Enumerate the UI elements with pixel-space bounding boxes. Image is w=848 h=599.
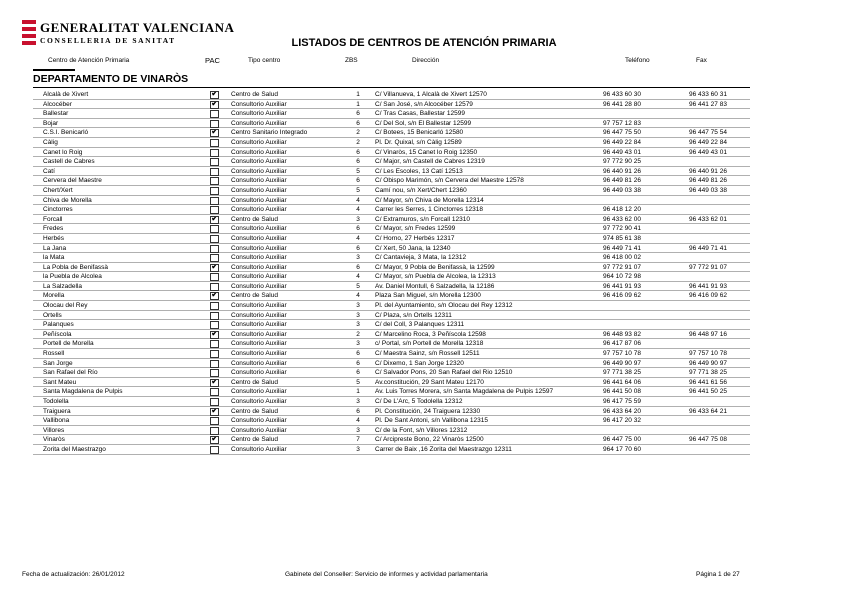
center-name: Ortells xyxy=(43,311,62,319)
table-row xyxy=(33,282,750,292)
center-address: C/ Horno, 27 Herbés 12317 xyxy=(375,234,455,242)
center-address: Pl. Dr. Quixal, s/n Càlig 12589 xyxy=(375,138,462,146)
center-zbs: 4 xyxy=(356,196,360,204)
pac-checkbox xyxy=(210,340,219,348)
center-phone: 96 441 50 08 xyxy=(603,388,641,396)
center-type: Centro Sanitario Integrado xyxy=(231,129,308,137)
pac-checkbox xyxy=(210,197,219,205)
table-row xyxy=(33,311,750,321)
center-type: Consultorio Auxiliar xyxy=(231,273,287,281)
center-phone: 96 418 00 02 xyxy=(603,254,641,262)
pac-checkbox xyxy=(210,149,219,157)
center-name: Vinaròs xyxy=(43,436,65,444)
table-row xyxy=(33,378,750,388)
center-name: Alcalà de Xivert xyxy=(43,91,89,98)
pac-checkbox xyxy=(210,273,219,281)
center-zbs: 6 xyxy=(356,177,360,185)
center-phone: 96 433 62 00 xyxy=(603,215,641,223)
center-phone: 96 417 75 59 xyxy=(603,398,641,405)
table-row xyxy=(33,368,750,378)
center-address: Pl. Constitución, 24 Traiguera 12330 xyxy=(375,407,481,415)
center-address: C/ Maestra Sainz, s/n Rossell 12511 xyxy=(375,350,480,358)
center-zbs: 1 xyxy=(356,100,360,108)
center-phone: 96 449 81 26 xyxy=(603,177,641,185)
table-row xyxy=(33,330,750,340)
center-zbs: 7 xyxy=(356,436,360,444)
center-phone: 96 447 75 00 xyxy=(603,436,641,444)
center-zbs: 6 xyxy=(356,158,360,166)
center-phone: 96 441 64 06 xyxy=(603,378,641,386)
center-address: c/ Portal, s/n Portell de Morella 12318 xyxy=(375,340,484,348)
center-name: San Rafael del Río xyxy=(43,369,98,377)
center-address: C/ Dixemo, 1 San Jorge 12320 xyxy=(375,359,464,367)
center-address: C/ Xert, 50 Jana, la 12340 xyxy=(375,244,451,252)
center-name: Alcocéber xyxy=(43,100,72,108)
page-title: LISTADOS DE CENTROS DE ATENCIÓN PRIMARIA xyxy=(291,37,557,49)
logo-line-2: CONSELLERIA DE SANITAT xyxy=(40,36,176,45)
center-address: Pl. De Sant Antoni, s/n Vallibona 12315 xyxy=(375,417,488,425)
center-phone: 96 440 91 26 xyxy=(603,167,641,175)
center-name: Catí xyxy=(43,167,55,175)
table-row xyxy=(33,138,750,148)
col-header-telefono: Teléfono xyxy=(625,57,650,64)
center-address: C/ Arcipreste Bono, 22 Vinaròs 12500 xyxy=(375,436,484,444)
table-row xyxy=(33,291,750,301)
center-zbs: 1 xyxy=(356,388,360,396)
col-header-direccion: Dirección xyxy=(412,57,440,64)
pac-checkbox xyxy=(210,360,219,368)
center-fax: 96 441 50 25 xyxy=(689,388,727,396)
center-zbs: 3 xyxy=(356,445,360,453)
center-name: Chiva de Morella xyxy=(43,196,92,204)
pac-checkbox-checked xyxy=(210,436,219,444)
table-row xyxy=(33,407,750,417)
table-row xyxy=(33,387,750,397)
center-type: Consultorio Auxiliar xyxy=(231,340,287,348)
center-address: C/ Mayor, 9 Pobla de Benifassà, la 12599 xyxy=(375,263,495,271)
center-phone: 964 17 70 60 xyxy=(603,445,641,453)
center-name: Villores xyxy=(43,426,65,434)
center-type: Consultorio Auxiliar xyxy=(231,426,287,434)
center-type: Consultorio Auxiliar xyxy=(231,417,287,425)
center-zbs: 4 xyxy=(356,292,360,300)
pac-checkbox-checked xyxy=(210,91,219,99)
center-phone: 96 449 22 84 xyxy=(603,138,641,146)
center-name: Rossell xyxy=(43,350,65,358)
center-type: Consultorio Auxiliar xyxy=(231,177,287,185)
center-phone: 96 441 28 80 xyxy=(603,100,641,108)
table-row xyxy=(33,176,750,186)
center-zbs: 5 xyxy=(356,378,360,386)
center-type: Consultorio Auxiliar xyxy=(231,148,287,156)
center-type: Consultorio Auxiliar xyxy=(231,445,287,453)
center-address: C/ Plaza, s/n Ortells 12311 xyxy=(375,311,452,319)
table-row xyxy=(33,445,750,455)
center-address: C/ De L'Arc, 5 Todolella 12312 xyxy=(375,398,463,405)
pac-checkbox xyxy=(210,417,219,425)
table-row xyxy=(33,339,750,349)
center-address: Av. Daniel Montull, 6 Salzadella, la 12186 xyxy=(375,282,495,290)
center-zbs: 3 xyxy=(356,311,360,319)
center-type: Centro de Salud xyxy=(231,215,278,223)
pac-checkbox xyxy=(210,427,219,435)
center-name: C.S.I. Benicarló xyxy=(43,129,89,137)
table-row xyxy=(33,109,750,119)
center-zbs: 6 xyxy=(356,225,360,233)
center-type: Consultorio Auxiliar xyxy=(231,263,287,271)
center-name: San Jorge xyxy=(43,359,73,367)
department-divider xyxy=(33,87,750,88)
pac-checkbox xyxy=(210,283,219,291)
center-type: Consultorio Auxiliar xyxy=(231,302,287,310)
footer-page-number: Página 1 de 27 xyxy=(696,571,740,578)
center-name: La Pobla de Benifassà xyxy=(43,263,109,271)
center-phone: 96 449 90 97 xyxy=(603,359,641,367)
table-row xyxy=(33,359,750,369)
center-type: Consultorio Auxiliar xyxy=(231,330,287,338)
center-zbs: 6 xyxy=(356,148,360,156)
center-name: Herbés xyxy=(43,234,64,242)
center-zbs: 6 xyxy=(356,369,360,377)
center-address: Carrer de Baix ,16 Zorita del Maestrazgo 12311 xyxy=(375,445,512,453)
center-zbs: 4 xyxy=(356,273,360,281)
center-zbs: 5 xyxy=(356,282,360,290)
table-row xyxy=(33,196,750,206)
center-phone: 97 757 12 83 xyxy=(603,119,641,127)
center-fax: 96 449 71 41 xyxy=(689,244,727,252)
center-zbs: 6 xyxy=(356,350,360,358)
table-row xyxy=(33,157,750,167)
pac-checkbox xyxy=(210,254,219,262)
pac-checkbox xyxy=(210,187,219,195)
center-name: Vallibona xyxy=(43,417,70,425)
center-name: Fredes xyxy=(43,225,64,233)
pac-checkbox xyxy=(210,312,219,320)
center-fax: 96 447 75 54 xyxy=(689,129,727,137)
center-address: C/ Salvador Pons, 20 San Rafael del Rio 12510 xyxy=(375,369,513,377)
center-type: Consultorio Auxiliar xyxy=(231,196,287,204)
center-address: C/ Cantavieja, 3 Mata, la 12312 xyxy=(375,254,467,262)
center-type: Consultorio Auxiliar xyxy=(231,167,287,175)
center-address: C/ San José, s/n Alcocéber 12579 xyxy=(375,100,473,108)
center-phone: 96 441 91 93 xyxy=(603,282,641,290)
center-address: C/ Villanueva, 1 Alcalà de Xivert 12570 xyxy=(375,91,487,98)
center-type: Consultorio Auxiliar xyxy=(231,359,287,367)
center-phone: 96 433 64 20 xyxy=(603,407,641,415)
center-zbs: 3 xyxy=(356,302,360,310)
center-zbs: 6 xyxy=(356,407,360,415)
center-zbs: 3 xyxy=(356,340,360,348)
center-zbs: 2 xyxy=(356,330,360,338)
pac-checkbox-checked xyxy=(210,292,219,300)
pac-checkbox xyxy=(210,369,219,377)
center-phone: 97 772 91 07 xyxy=(603,263,641,271)
center-phone: 96 417 20 32 xyxy=(603,417,641,425)
table-row xyxy=(33,349,750,359)
pac-checkbox-checked xyxy=(210,408,219,416)
footer-updated: Fecha de actualización: 26/01/2012 xyxy=(22,571,125,578)
center-zbs: 3 xyxy=(356,321,360,329)
center-fax: 96 447 75 08 xyxy=(689,436,727,444)
center-address: C/ Obispo Marimón, s/n Cervera del Maestre 12578 xyxy=(375,177,524,185)
center-zbs: 6 xyxy=(356,359,360,367)
center-fax: 97 772 91 07 xyxy=(689,263,727,271)
center-name: Bojar xyxy=(43,119,59,127)
logo-line-1: GENERALITAT VALENCIANA xyxy=(40,20,235,35)
center-address: C/ Tras Casas, Ballestar 12599 xyxy=(375,110,465,118)
table-row xyxy=(33,320,750,330)
center-name: Castell de Cabres xyxy=(43,158,95,166)
center-address: C/ Botees, 15 Benicarló 12580 xyxy=(375,129,464,137)
center-name: Portell de Morella xyxy=(43,340,94,348)
pac-checkbox xyxy=(210,177,219,185)
table-row xyxy=(33,272,750,282)
center-address: C/ Mayor, s/n Fredes 12599 xyxy=(375,225,456,233)
center-type: Consultorio Auxiliar xyxy=(231,206,287,214)
center-fax: 96 449 43 01 xyxy=(689,148,727,156)
center-type: Consultorio Auxiliar xyxy=(231,369,287,377)
center-name: Canet lo Roig xyxy=(43,148,83,156)
pac-checkbox xyxy=(210,139,219,147)
center-name: Todolella xyxy=(43,398,69,405)
center-name: Ballestar xyxy=(43,110,69,118)
col-header-fax: Fax xyxy=(696,57,707,64)
table-row xyxy=(33,253,750,263)
pac-checkbox xyxy=(210,245,219,253)
center-phone: 974 85 61 38 xyxy=(603,234,641,242)
center-fax: 96 433 62 01 xyxy=(689,215,727,223)
pac-checkbox xyxy=(210,235,219,243)
center-phone: 97 757 10 78 xyxy=(603,350,641,358)
center-phone: 96 447 75 50 xyxy=(603,129,641,137)
center-phone: 97 772 90 41 xyxy=(603,225,641,233)
center-zbs: 2 xyxy=(356,138,360,146)
center-address: Camí nou, s/n Xert/Chert 12360 xyxy=(375,186,467,194)
center-phone: 964 10 72 98 xyxy=(603,273,641,281)
center-fax: 96 416 09 62 xyxy=(689,292,727,300)
table-row xyxy=(33,215,750,225)
center-phone: 96 449 71 41 xyxy=(603,244,641,252)
center-fax: 96 433 64 21 xyxy=(689,407,727,415)
center-name: la Puebla de Alcolea xyxy=(43,273,102,281)
center-type: Consultorio Auxiliar xyxy=(231,225,287,233)
table-row xyxy=(33,90,750,100)
center-address: C/ Del Sol, s/n El Ballestar 12599 xyxy=(375,119,472,127)
center-fax: 96 449 22 84 xyxy=(689,138,727,146)
center-fax: 97 771 38 25 xyxy=(689,369,727,377)
center-name: La Salzadella xyxy=(43,282,83,290)
center-name: Forcall xyxy=(43,215,63,223)
pac-checkbox-checked xyxy=(210,216,219,224)
center-zbs: 1 xyxy=(356,91,360,98)
center-fax: 96 448 97 16 xyxy=(689,330,727,338)
table-row xyxy=(33,426,750,436)
pac-checkbox xyxy=(210,398,219,406)
center-type: Consultorio Auxiliar xyxy=(231,311,287,319)
center-type: Centro de Salud xyxy=(231,91,278,98)
pac-checkbox-checked xyxy=(210,379,219,387)
center-type: Centro de Salud xyxy=(231,292,278,300)
center-name: Olocau del Rey xyxy=(43,302,88,310)
table-row xyxy=(33,119,750,129)
center-phone: 97 771 38 25 xyxy=(603,369,641,377)
center-address: Av.constitución, 29 Sant Mateu 12170 xyxy=(375,378,484,386)
pac-checkbox xyxy=(210,446,219,454)
col-header-zbs: ZBS xyxy=(345,57,358,64)
center-zbs: 5 xyxy=(356,186,360,194)
center-phone: 96 448 93 82 xyxy=(603,330,641,338)
center-address: Pl. del Ayuntamiento, s/n Olocau del Rey 12312 xyxy=(375,302,513,310)
center-type: Consultorio Auxiliar xyxy=(231,186,287,194)
table-row xyxy=(33,234,750,244)
center-name: Cervera del Maestre xyxy=(43,177,102,185)
center-type: Consultorio Auxiliar xyxy=(231,282,287,290)
center-zbs: 6 xyxy=(356,244,360,252)
center-zbs: 3 xyxy=(356,254,360,262)
center-zbs: 4 xyxy=(356,234,360,242)
center-name: Palanques xyxy=(43,321,74,329)
department-title: DEPARTAMENTO DE VINARÒS xyxy=(33,73,189,85)
center-zbs: 3 xyxy=(356,426,360,434)
table-row xyxy=(33,148,750,158)
center-type: Consultorio Auxiliar xyxy=(231,119,287,127)
department-accent-line xyxy=(33,69,75,71)
center-zbs: 5 xyxy=(356,167,360,175)
center-phone: 96 417 87 06 xyxy=(603,340,641,348)
center-phone: 96 416 09 62 xyxy=(603,292,641,300)
table-row xyxy=(33,244,750,254)
pac-checkbox xyxy=(210,350,219,358)
center-phone: 96 433 60 30 xyxy=(603,91,641,98)
center-address: C/ Extramuros, s/n Forcall 12310 xyxy=(375,215,471,223)
center-type: Centro de Salud xyxy=(231,378,278,386)
center-type: Consultorio Auxiliar xyxy=(231,158,287,166)
center-fax: 96 441 27 83 xyxy=(689,100,727,108)
table-row xyxy=(33,186,750,196)
center-address: C/ Les Escoles, 13 Catí 12513 xyxy=(375,167,463,175)
center-address: C/ Mayor, s/n Chiva de Morella 12314 xyxy=(375,196,484,204)
center-address: C/ Mayor, s/n Puebla de Alcolea, la 12313 xyxy=(375,273,496,281)
center-name: Sant Mateu xyxy=(43,378,77,386)
center-phone: 96 449 03 38 xyxy=(603,186,641,194)
center-address: C/ de la Font, s/n Villores 12312 xyxy=(375,426,468,434)
center-fax: 96 433 60 31 xyxy=(689,91,727,98)
table-row xyxy=(33,167,750,177)
pac-checkbox-checked xyxy=(210,264,219,272)
center-address: Av. Luis Torres Morera, s/n Santa Magdalena de Pulpis 12597 xyxy=(375,388,554,396)
center-zbs: 6 xyxy=(356,119,360,127)
center-phone: 96 418 12 20 xyxy=(603,206,641,214)
center-address: C/ Marcelino Roca, 3 Peñíscola 12598 xyxy=(375,330,486,338)
pac-checkbox-checked xyxy=(210,331,219,339)
center-name: Santa Magdalena de Pulpis xyxy=(43,388,123,396)
center-zbs: 3 xyxy=(356,215,360,223)
pac-checkbox xyxy=(210,302,219,310)
center-zbs: 4 xyxy=(356,417,360,425)
center-type: Consultorio Auxiliar xyxy=(231,388,287,396)
center-address: Plaza San Miguel, s/n Morella 12300 xyxy=(375,292,481,300)
center-type: Consultorio Auxiliar xyxy=(231,350,287,358)
table-row xyxy=(33,100,750,110)
pac-checkbox xyxy=(210,388,219,396)
center-name: Chert/Xert xyxy=(43,186,73,194)
table-row xyxy=(33,224,750,234)
center-zbs: 6 xyxy=(356,110,360,118)
center-type: Consultorio Auxiliar xyxy=(231,321,287,329)
pac-checkbox-checked xyxy=(210,101,219,109)
center-type: Consultorio Auxiliar xyxy=(231,254,287,262)
pac-checkbox xyxy=(210,206,219,214)
center-phone: 96 449 43 01 xyxy=(603,148,641,156)
center-type: Consultorio Auxiliar xyxy=(231,100,287,108)
center-type: Consultorio Auxiliar xyxy=(231,244,287,252)
center-fax: 96 449 81 26 xyxy=(689,177,727,185)
center-type: Consultorio Auxiliar xyxy=(231,138,287,146)
center-name: la Mata xyxy=(43,254,65,262)
center-name: Zorita del Maestrazgo xyxy=(43,445,106,453)
center-name: Cinctorres xyxy=(43,206,73,214)
pac-checkbox xyxy=(210,158,219,166)
center-name: La Jana xyxy=(43,244,67,252)
pac-checkbox xyxy=(210,120,219,128)
center-phone: 97 772 90 25 xyxy=(603,158,641,166)
center-zbs: 3 xyxy=(356,398,360,405)
pac-checkbox xyxy=(210,225,219,233)
center-address: C/ del Coll, 3 Palanques 12311 xyxy=(375,321,465,329)
center-name: Peñíscola xyxy=(43,330,72,338)
table-row xyxy=(33,435,750,445)
center-fax: 96 449 03 38 xyxy=(689,186,727,194)
center-zbs: 6 xyxy=(356,263,360,271)
col-header-tipo: Tipo centro xyxy=(248,57,281,64)
table-row xyxy=(33,301,750,311)
center-address: C/ Major, s/n Castell de Cabres 12319 xyxy=(375,158,485,166)
center-zbs: 4 xyxy=(356,206,360,214)
center-type: Centro de Salud xyxy=(231,407,278,415)
table-row xyxy=(33,128,750,138)
center-fax: 96 449 90 97 xyxy=(689,359,727,367)
center-name: Morella xyxy=(43,292,65,300)
pac-checkbox xyxy=(210,321,219,329)
center-type: Consultorio Auxiliar xyxy=(231,110,287,118)
center-fax: 97 757 10 78 xyxy=(689,350,727,358)
footer-source: Gabinete del Conseller: Servicio de informes y actividad parlamentaria xyxy=(285,571,488,578)
table-row xyxy=(33,397,750,407)
center-type: Consultorio Auxiliar xyxy=(231,398,287,405)
center-name: Càlig xyxy=(43,138,58,146)
center-type: Consultorio Auxiliar xyxy=(231,234,287,242)
col-header-pac: PAC xyxy=(205,56,220,65)
centers-table xyxy=(33,90,750,455)
center-address: Carrer les Serres, 1 Cinctorres 12318 xyxy=(375,206,484,214)
center-address: C/ Vinaròs, 15 Canet lo Roig 12350 xyxy=(375,148,478,156)
table-row xyxy=(33,416,750,426)
center-fax: 96 440 91 26 xyxy=(689,167,727,175)
center-fax: 96 441 61 56 xyxy=(689,378,727,386)
col-header-centro: Centro de Atención Primaria xyxy=(48,57,130,64)
center-name: Traiguera xyxy=(43,407,71,415)
pac-checkbox xyxy=(210,110,219,118)
center-type: Centro de Salud xyxy=(231,436,278,444)
pac-checkbox xyxy=(210,168,219,176)
center-zbs: 2 xyxy=(356,129,360,137)
center-fax: 96 441 91 93 xyxy=(689,282,727,290)
table-row xyxy=(33,263,750,273)
table-row xyxy=(33,205,750,215)
pac-checkbox-checked xyxy=(210,129,219,137)
